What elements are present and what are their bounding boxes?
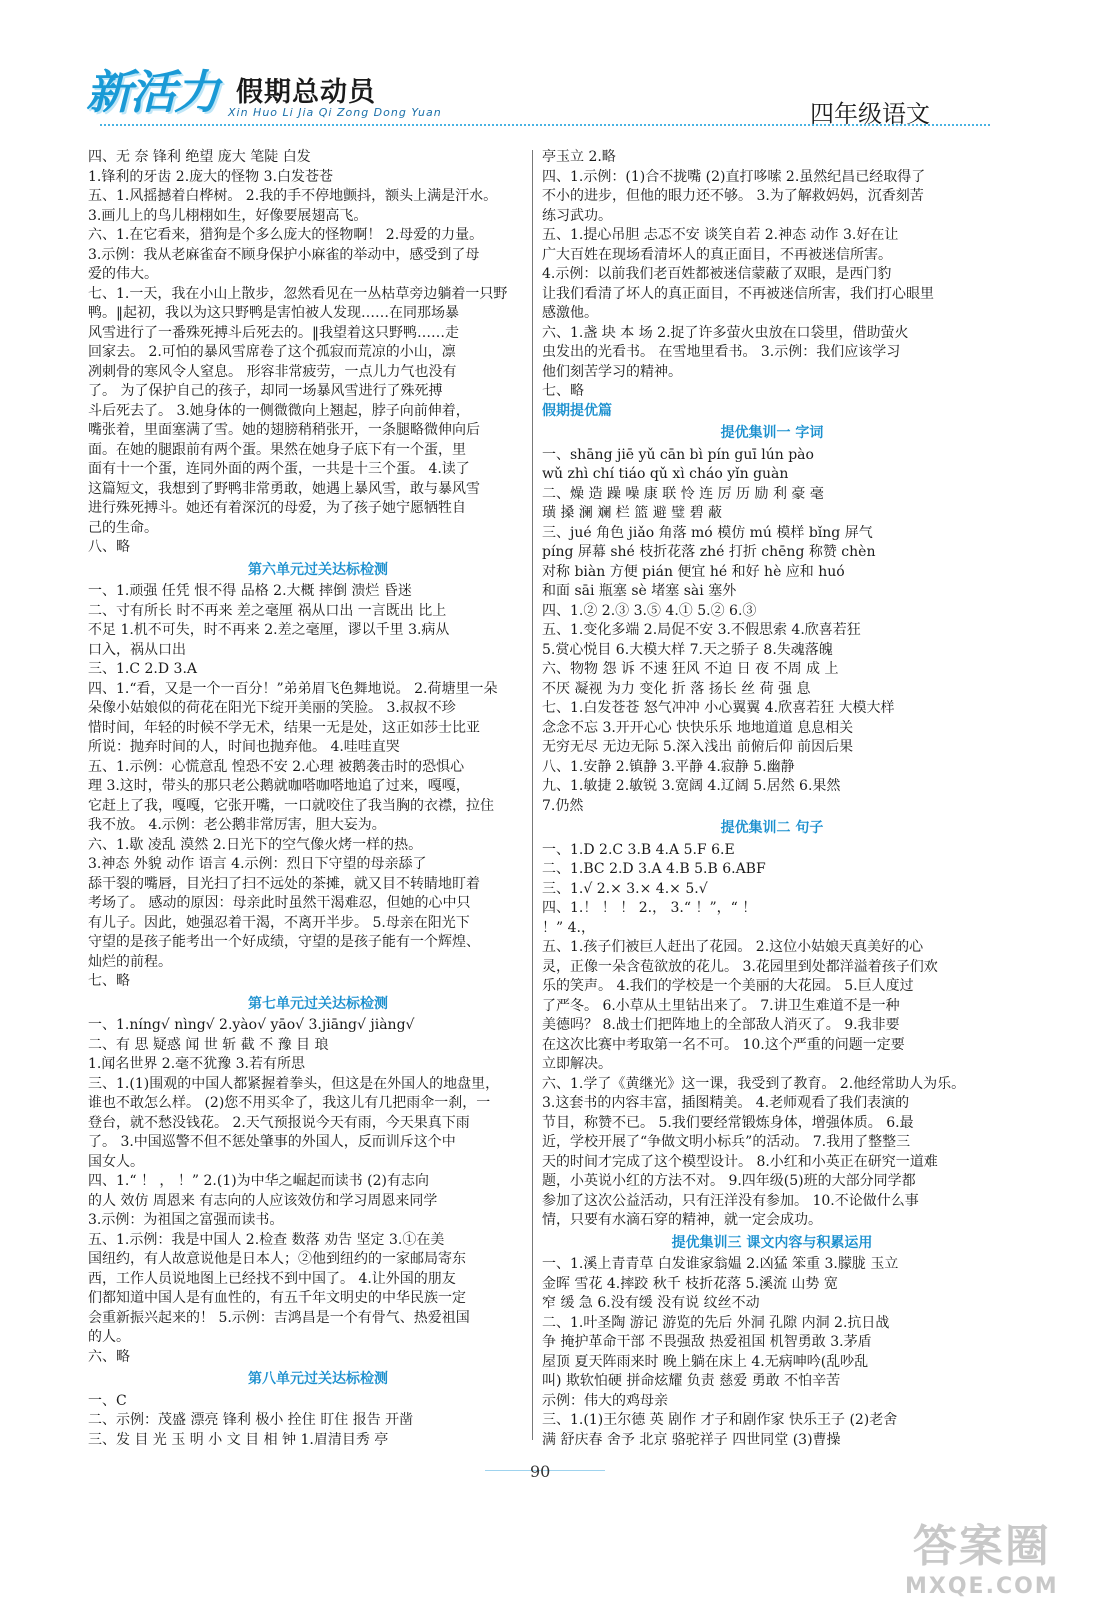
answer-line: 4.示例：以前我们老百姓都被迷信蒙蔽了双眼，是西门豹 — [542, 266, 892, 282]
answer-line: 七、1.白发苍苍 怒气冲冲 小心翼翼 4.欣喜若狂 大模大样 — [542, 700, 895, 716]
answer-line: 二、1.BC 2.D 3.A 4.B 5.B 6.ABF — [542, 861, 766, 877]
answer-line: 一、1.溪上青青草 白发谁家翁媪 2.凶猛 笨重 3.朦胧 玉立 — [542, 1256, 899, 1272]
answer-line: 美德吗？ 8.战士们把阵地上的全部敌人消灭了。 9.我非要 — [542, 1017, 900, 1033]
answer-line: 一、1.顽强 任凭 恨不得 品格 2.大概 摔倒 溃烂 昏迷 — [88, 583, 412, 599]
logo-brand: 新活力 — [86, 65, 218, 119]
answer-line: 让我们看清了坏人的真正面目，不再被迷信所害，我们打心眼里 — [542, 285, 934, 302]
answer-line: 进行殊死搏斗。她还有着深沉的母爱，为了孩子她宁愿牺牲自 — [88, 500, 466, 516]
answer-line: 鸭。‖起初，我以为这只野鸭是害怕被人发现……在同那场暴 — [88, 305, 459, 321]
answer-line: 练习武功。 — [542, 207, 612, 224]
answer-line: 五、1.孩子们被巨人赶出了花园。 2.这位小姑娘天真美好的心 — [542, 939, 924, 955]
answer-line: 四、1.示例：(1)合不拢嘴 (2)直打哆嗦 2.虽然纪昌已经取得了 — [542, 168, 926, 185]
answer-line: 灿烂的前程。 — [88, 953, 172, 970]
page-number: 90 — [530, 1462, 551, 1481]
section-heading: 第七单元过关达标检测 — [248, 995, 388, 1012]
answer-line: 三、发 目 光 玉 明 小 文 目 相 钟 1.眉清目秀 亭 — [88, 1431, 389, 1448]
answer-line: 二、燥 造 躁 噪 康 联 怜 连 厉 历 励 利 豪 毫 — [542, 485, 824, 502]
answer-line: 璜 搡 澜 斓 栏 篮 避 璧 碧 蔽 — [542, 505, 723, 521]
answer-line: 的人 效仿 周恩来 有志向的人应该效仿和学习周恩来同学 — [88, 1192, 438, 1209]
section-heading: 提优集训三 课文内容与积累运用 — [671, 1234, 873, 1251]
answer-line: 风雪进行了一番殊死搏斗后死去的。‖我望着这只野鸭……走 — [88, 324, 459, 341]
answer-line: 和面 sāi 瓶塞 sè 堵塞 sài 塞外 — [542, 583, 737, 599]
answer-line: 窄 缓 急 6.没有缓 没有说 纹丝不动 — [542, 1295, 760, 1311]
answer-line: 六、1.歇 凌乱 漠然 2.日光下的空气像火烤一样的热。 — [88, 836, 423, 853]
answer-line: 3.画儿上的鸟儿栩栩如生，好像要展翅高飞。 — [88, 207, 368, 224]
answer-line: 面有十一个蛋，连同外面的两个蛋，一共是十三个蛋。 4.读了 — [88, 461, 470, 477]
answer-line: 八、1.安静 2.镇静 3.平静 4.寂静 5.幽静 — [542, 758, 795, 775]
answer-line: 三、1.(1)王尔德 英 剧作 才子和剧作家 快乐王子 (2)老舍 — [542, 1412, 898, 1428]
logo-pinyin: Xin Huo Li Jia Qi Zong Dong Yuan — [228, 106, 442, 119]
answer-line: 虫发出的光看书。 在雪地里看书。 3.示例：我们应该学习 — [542, 344, 901, 360]
answer-line: wǔ zhì chí tiáo qǔ xì cháo yǐn guàn — [542, 466, 789, 482]
answer-line: 六、1.盏 块 本 场 2.捉了许多萤火虫放在口袋里，借助萤火 — [542, 324, 909, 341]
answer-line: 3.示例：为祖国之富强而读书。 — [88, 1212, 284, 1228]
answer-line: 题，小英说小红的方法不对。 9.四年级(5)班的大部分同学都 — [542, 1173, 916, 1189]
answer-line: 3.这套书的内容丰富，插图精美。 4.老师观看了我们表演的 — [542, 1095, 910, 1111]
answer-line: 一、shāng jiē yǔ cān bì pín guī lún pào — [542, 446, 814, 463]
answer-line: 七、1.一天，我在小山上散步，忽然看见在一丛枯草旁边躺着一只野 — [88, 285, 508, 302]
answer-line: 五、1.示例：心慌意乱 惶恐不安 2.心理 被鹅袭击时的恐惧心 — [88, 758, 465, 775]
answer-line: 一、1.D 2.C 3.B 4.A 5.F 6.E — [542, 841, 735, 858]
answer-line: 屋顶 夏天阵雨来时 晚上躺在床上 4.无病呻吟(乱吵乱 — [542, 1353, 869, 1370]
answer-line: 无穷无尽 无边无际 5.深入浅出 前俯后仰 前因后果 — [542, 739, 854, 755]
answer-line: 乐的笑声。 4.我们的学校是一个美丽的大花园。 5.巨人度过 — [542, 978, 914, 994]
answer-line: 叫) 欺软怕硬 拼命炫耀 负责 慈爱 勇敢 不怕辛苦 — [542, 1373, 841, 1389]
answer-line: 国女人。 — [88, 1153, 144, 1170]
answer-line: 八、略 — [88, 539, 130, 555]
answer-line: 舔干裂的嘴唇，目光扫了扫不远处的茶摊，就又目不转睛地盯着 — [88, 875, 480, 892]
answer-line: 灵，正像一朵含苞欲放的花儿。 3.花园里到处都洋溢着孩子们欢 — [542, 958, 938, 975]
answer-line: 六、1.学了《黄继光》这一课，我受到了教育。 2.他经常助人为乐。 — [542, 1075, 966, 1092]
answer-line: 己的生命。 — [88, 519, 158, 536]
answer-line: 七、略 — [542, 383, 584, 399]
answer-line: 不小的进步，但他的眼力还不够。 3.为了解救妈妈，沉香刻苦 — [542, 188, 924, 204]
answer-line: 九、1.敏捷 2.敏锐 3.宽阔 4.辽阔 5.居然 6.果然 — [542, 778, 841, 794]
answer-line: 三、1.(1)围观的中国人都紧握着拳头，但这是在外国人的地盘里， — [88, 1075, 500, 1092]
answer-line: 们都知道中国人是有血性的，有五千年文明史的中华民族一定 — [88, 1290, 466, 1306]
section-heading: 提优集训一 字词 — [720, 425, 824, 441]
answer-line: 1.闻名世界 2.毫不犹豫 3.若有所思 — [88, 1056, 305, 1072]
answer-line: 这篇短文，我想到了野鸭非常勇敢，她遇上暴风雪，敢与暴风雪 — [88, 480, 480, 497]
answer-line: 四、1.！ ！ ！ 2.， 3.“ ！”，“ ！ — [542, 900, 757, 916]
answer-line: 天的时间才完成了这个模型设计。 8.小红和小英正在研究一道难 — [542, 1153, 938, 1170]
page-header — [0, 0, 1100, 150]
answer-line: 他们刻苦学习的精神。 — [542, 363, 682, 380]
answer-line: 五、1.变化多端 2.局促不安 3.不假思索 4.欣喜若狂 — [542, 622, 861, 638]
answer-line: 立即解决。 — [542, 1056, 612, 1072]
answer-line: 面。在她的腿跟前有两个蛋。果然在她身子底下有一个蛋，里 — [88, 441, 466, 458]
watermark-text: 答案圈 — [912, 1521, 1051, 1572]
answer-line: 7.仍然 — [542, 797, 584, 814]
answer-line: 二、1.叶圣陶 游记 游览的先后 外洞 孔隙 内洞 2.抗日战 — [542, 1314, 890, 1331]
answer-line: 五、1.风摇撼着白桦树。 2.我的手不停地颤抖，额头上满是汗水。 — [88, 188, 498, 204]
answer-line: 六、1.在它看来，猎狗是个多么庞大的怪物啊！ 2.母爱的力量。 — [88, 227, 484, 243]
answer-line: 四、无 奈 锋利 绝望 庞大 笔陡 白发 — [88, 149, 311, 165]
answer-line: 了。 3.中国巡警不但不惩处肇事的外国人，反而训斥这个中 — [88, 1134, 456, 1150]
answer-line: 三、1.C 2.D 3.A — [88, 661, 198, 677]
answer-line: 金晖 雪花 4.摔跤 秋千 枝折花落 5.溪流 山势 宽 — [542, 1275, 838, 1292]
answer-line: 对称 biàn 方便 pián 便宜 hé 和好 hè 应和 huó — [542, 563, 845, 580]
answer-line: 登台，就不愁没钱花。 2.天气预报说今天有雨，今天果真下雨 — [88, 1114, 470, 1131]
answer-column-left — [88, 148, 548, 1450]
answer-line: píng 屏幕 shé 枝折花落 zhé 打折 chēng 称赞 chèn — [542, 544, 876, 560]
answer-line: 的人。 — [88, 1329, 130, 1345]
answer-line: 了严冬。 6.小草从土里钻出来了。 7.讲卫生难道不是一种 — [542, 997, 900, 1014]
answer-line: 一、C — [88, 1392, 127, 1409]
answer-line: 广大百姓在现场看清坏人的真正面目，不再被迷信所害。 — [542, 246, 892, 263]
answer-line: 六、略 — [88, 1348, 130, 1365]
answer-line: 考场了。 感动的原因：母亲此时虽然干渴难忍，但她的心中只 — [88, 895, 471, 911]
answer-line: 三、jué 角色 jiǎo 角落 mó 模仿 mú 模样 bǐng 屏气 — [542, 524, 873, 541]
answer-line: 惜时间，年轻的时候不学无术，结果一无是处，这正如莎士比亚 — [88, 719, 480, 736]
section-heading: 第六单元过关达标检测 — [248, 561, 388, 578]
answer-line: 争 掩护革命干部 不畏强敌 热爱祖国 机智勇敢 3.茅盾 — [542, 1334, 872, 1350]
answer-line: 七、略 — [88, 973, 130, 989]
answer-line: 西，工作人员说地图上已经找不到中国了。 4.让外国的朋友 — [88, 1270, 456, 1287]
answer-line: 所说：抛弃时间的人，时间也抛弃他。 4.哇哇直哭 — [88, 739, 400, 755]
answer-line: 亭玉立 2.略 — [542, 149, 616, 165]
answer-line: 二、有 思 疑惑 闻 世 斩 截 不 豫 目 琅 — [88, 1036, 329, 1053]
answer-line: 爱的伟大。 — [88, 266, 158, 282]
answer-line: 理 3.这时，带头的那只老公鹅就咖嗒咖嗒地追了过来，嘎嘎， — [88, 778, 470, 794]
answer-line: 冽刺骨的寒风令人窒息。 形容非常疲劳，一点儿力气也没有 — [88, 363, 457, 380]
answer-line: 参加了这次公益活动，只有汪洋没有参加。 10.不论做什么事 — [542, 1192, 919, 1209]
answer-line: 5.赏心悦目 6.大模大样 7.天之骄子 8.失魂落魄 — [542, 641, 833, 658]
answer-line: 四、1.② 2.③ 3.⑤ 4.① 5.② 6.③ — [542, 602, 757, 619]
answer-line: 二、寸有所长 时不再来 差之毫厘 祸从口出 一言既出 比上 — [88, 602, 447, 619]
answer-line: 一、1.níng√ nìng√ 2.yào√ yāo√ 3.jiāng√ jiàng√ — [88, 1017, 415, 1033]
answer-line: ！” 4.， — [542, 919, 595, 936]
answer-line: 不厌 凝视 为力 变化 折 落 扬长 丝 荷 强 息 — [542, 680, 811, 697]
answer-line: 口入，祸从口出 — [88, 641, 186, 658]
answer-line: 四、1.“看，又是一个一百分！”弟弟眉飞色舞地说。 2.荷塘里一朵 — [88, 680, 498, 697]
answer-line: 在这次比赛中考取第一名不可。 10.这个严重的问题一定要 — [542, 1036, 905, 1053]
answer-line: 有儿子。因此，她强忍着干渴，不离开半步。 5.母亲在阳光下 — [88, 914, 470, 931]
answer-line: 感激他。 — [542, 305, 598, 321]
answer-line: 情，只要有水滴石穿的精神，就一定会成功。 — [542, 1212, 822, 1228]
answer-line: 我不放。 4.示例：老公鹅非常厉害，胆大妄为。 — [88, 817, 386, 833]
logo-title: 假期总动员 — [236, 77, 376, 108]
answer-line: 它赶上了我，嘎嘎，它张开嘴，一口就咬住了我当胸的衣襟，拉住 — [88, 797, 494, 814]
grade-label: 四年级语文 — [810, 100, 930, 128]
answer-line: 谁也不敢怎么样。 (2)您不用买伞了，我这儿有几把雨伞一刹，一 — [88, 1095, 491, 1111]
answer-line: 了。 为了保护自己的孩子，却同一场暴风雪进行了殊死搏 — [88, 383, 443, 399]
answer-line: 3.示例：我从老麻雀奋不顾身保护小麻雀的举动中，感受到了母 — [88, 246, 480, 263]
answer-line: 四、1.“ ！ ， ！” 2.(1)为中华之崛起而读书 (2)有志向 — [88, 1173, 429, 1189]
answer-column-right — [542, 148, 1002, 1450]
answer-line: 回家去。 2.可怕的暴风雪席卷了这个孤寂而荒凉的小山，凛 — [88, 344, 456, 360]
answer-line: 三、1.√ 2.× 3.× 4.× 5.√ — [542, 880, 708, 897]
watermark-url: MXQE.COM — [905, 1574, 1059, 1599]
answer-line: 朵像小姑娘似的荷花在阳光下绽开美丽的笑脸。 3.叔叔不珍 — [88, 700, 456, 716]
answer-line: 嘴张着，里面塞满了雪。她的翅膀稍稍张开，一条腿略微伸向后 — [88, 422, 480, 438]
column-divider — [532, 150, 533, 1440]
header-rule — [100, 124, 990, 126]
answer-line: 五、1.示例：我是中国人 2.检查 数落 劝告 坚定 3.①在美 — [88, 1231, 445, 1248]
answer-line: 守望的是孩子能考出一个好成绩，守望的是孩子能有一个辉煌、 — [88, 934, 480, 950]
answer-line: 二、示例：茂盛 漂亮 锋利 极小 拴住 盯住 报告 开凿 — [88, 1412, 414, 1428]
answer-line: 斗后死去了。 3.她身体的一侧微微向上翘起，脖子向前伸着， — [88, 402, 470, 419]
answer-line: 五、1.提心吊胆 忐忑不安 谈笑自若 2.神态 动作 3.好在让 — [542, 227, 899, 243]
part-heading: 假期提优篇 — [542, 402, 612, 419]
watermark — [905, 1510, 1059, 1599]
answer-line: 念念不忘 3.开开心心 快快乐乐 地地道道 息息相关 — [542, 719, 854, 736]
answer-line: 节目，称赞不已。 5.我们要经常锻炼身体，增强体质。 6.最 — [542, 1114, 914, 1131]
answer-line: 近，学校开展了“争做文明小标兵”的活动。 7.我用了整整三 — [542, 1134, 911, 1150]
answer-line: 满 舒庆春 舍予 北京 骆驼祥子 四世同堂 (3)曹操 — [542, 1431, 841, 1448]
section-heading: 第八单元过关达标检测 — [248, 1371, 388, 1387]
answer-line: 六、物物 怨 诉 不速 狂风 不迫 日 夜 不周 成 上 — [542, 661, 839, 677]
answer-line: 不足 1.机不可失，时不再来 2.差之毫厘，谬以千里 3.病从 — [88, 622, 450, 638]
answer-line: 会重新振兴起来的！ 5.示例：吉鸿昌是一个有骨气、热爱祖国 — [88, 1309, 470, 1326]
answer-line: 国纽约，有人故意说他是日本人；②他到纽约的一家邮局寄东 — [88, 1251, 466, 1267]
answer-line: 示例：伟大的鸡母亲 — [542, 1392, 668, 1409]
answer-line: 3.神态 外貌 动作 语言 4.示例：烈日下守望的母亲舔了 — [88, 856, 427, 872]
section-heading: 提优集训二 句子 — [720, 820, 824, 836]
answer-line: 1.锋利的牙齿 2.庞大的怪物 3.白发苍苍 — [88, 168, 333, 185]
